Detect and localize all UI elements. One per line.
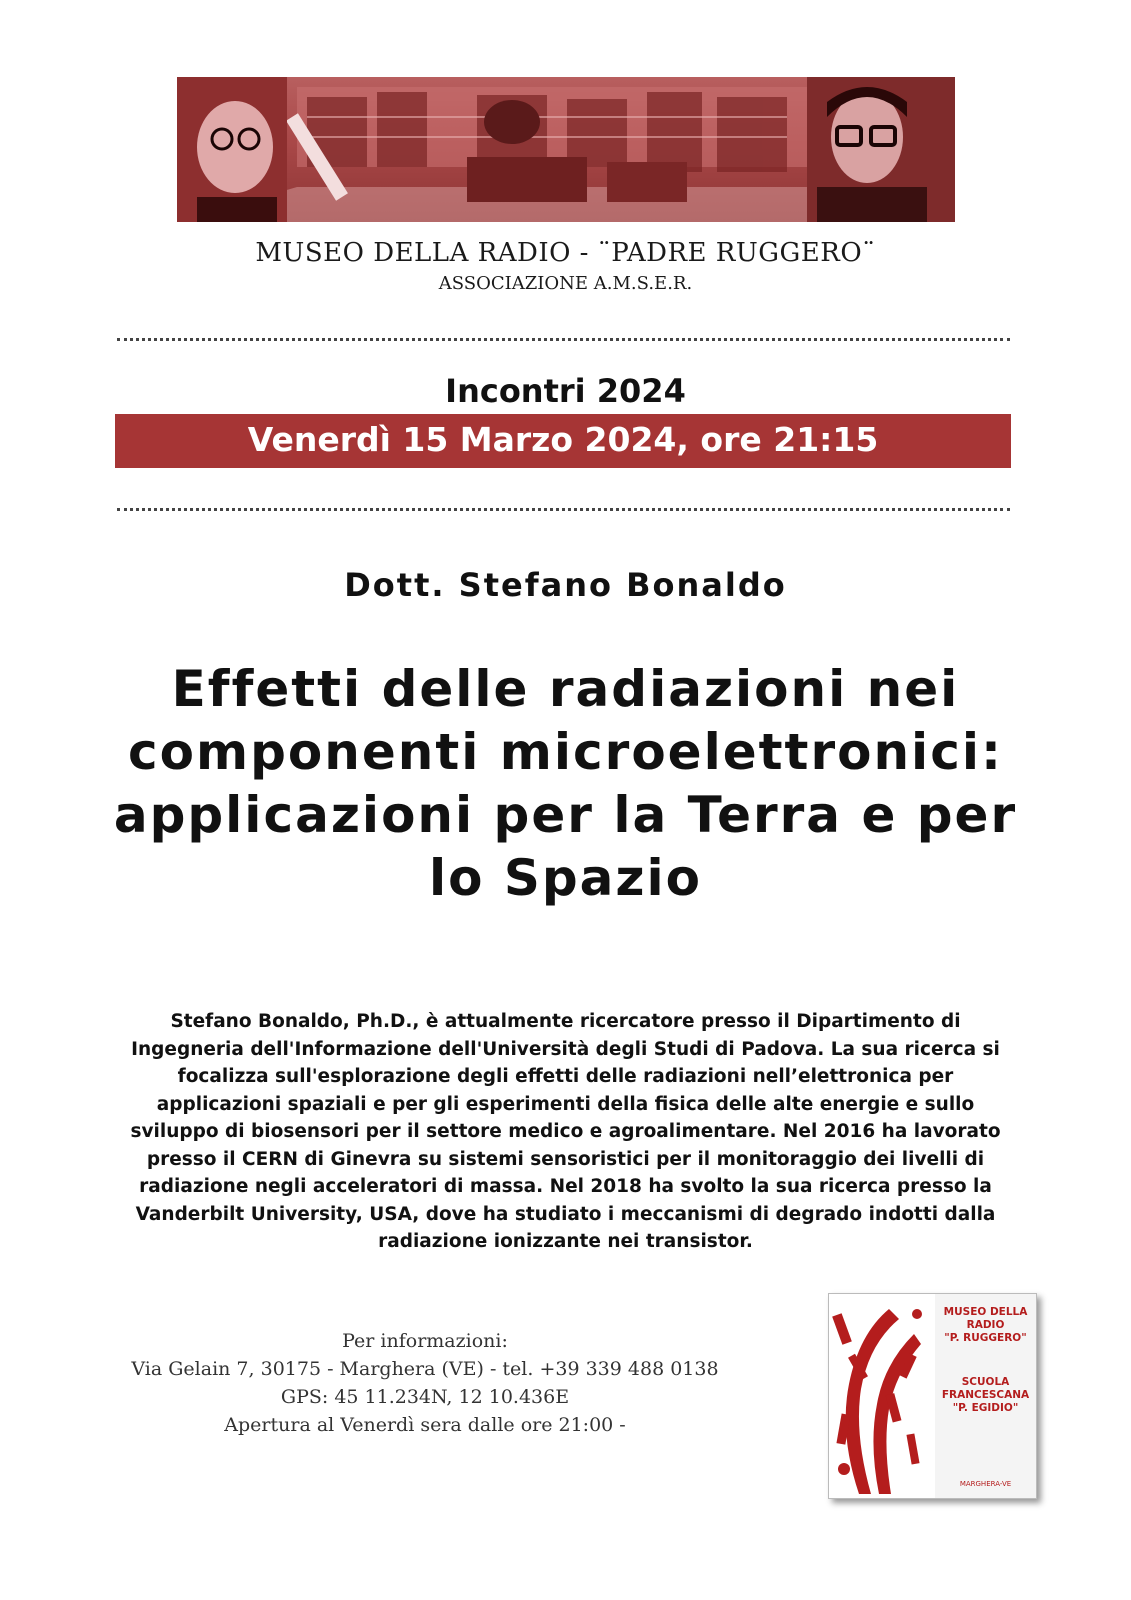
museum-banner-photo [177,77,955,222]
contact-info [95,1327,755,1439]
logo-line: "P. EGIDIO" [952,1402,1019,1414]
info-gps: GPS: 45 11.234N, 12 10.436E [280,1386,570,1408]
talk-title-line: lo Spazio [428,849,703,907]
bio-line: Ingegneria dell'Informazione dell'Università degli Studi di Padova. La sua ricerca si [131,1038,1000,1060]
logo-text-block [935,1306,1036,1345]
speaker-bio [70,1008,1061,1256]
event-series: Incontri 2024 [445,372,686,410]
dotted-divider-bottom [117,508,1010,511]
talk-title-line: applicazioni per la Terra e per [113,786,1018,844]
museum-name: MUSEO DELLA RADIO - ¨PADRE RUGGERO¨ [255,238,876,268]
logo-line: FRANCESCANA [941,1389,1030,1401]
logo-radio-wave-graphic [829,1294,935,1498]
logo-line: SCUOLA [961,1376,1010,1388]
bio-line: applicazioni spaziali e per gli esperimenti della fisica delle alte energie e sullo [156,1093,975,1115]
association-name: ASSOCIAZIONE A.M.S.E.R. [438,273,693,294]
info-opening: Apertura al Venerdì sera dalle ore 21:00 - [224,1414,626,1436]
logo-line: MUSEO DELLA [943,1306,1028,1318]
bio-line: radiazione negli acceleratori di massa. Nel 2018 ha svolto la sua ricerca presso la [139,1176,992,1197]
event-datetime-bar [115,414,1011,468]
event-datetime: Venerdì 15 Marzo 2024, ore 21:15 [247,420,879,459]
speaker-name: Dott. Stefano Bonaldo [344,566,787,604]
dotted-divider-top [117,338,1010,341]
logo-text-block-2 [935,1376,1036,1415]
bio-line: Vanderbilt University, USA, dove ha studiato i meccanismi di degrado indotti dalla [135,1203,996,1225]
talk-title [60,658,1071,910]
info-heading: Per informazioni: [342,1330,508,1352]
talk-title-line: componenti microelettronici: [128,723,1003,781]
bio-line: focalizza sull'esplorazione degli effetti delle radiazioni nell’elettronica per [177,1066,954,1087]
logo-line: "P. RUGGERO" [944,1332,1027,1344]
museum-logo [828,1293,1037,1499]
banner-illustration [177,77,955,222]
info-address: Via Gelain 7, 30175 - Marghera (VE) - tel. +39 339 488 0138 [131,1358,719,1380]
logo-line: RADIO [966,1319,1005,1331]
bio-line: radiazione ionizzante nei transistor. [378,1231,753,1252]
bio-line: sviluppo di biosensori per il settore medico e agroalimentare. Nel 2016 ha lavorato [130,1121,1001,1142]
talk-title-line: Effetti delle radiazioni nei [171,660,960,718]
bio-line: presso il CERN di Ginevra su sistemi sensoristici per il monitoraggio dei livelli di [146,1148,985,1170]
logo-footer: MARGHERA-VE [959,1480,1012,1488]
bio-line: Stefano Bonaldo, Ph.D., è attualmente ricercatore presso il Dipartimento di [170,1011,961,1032]
